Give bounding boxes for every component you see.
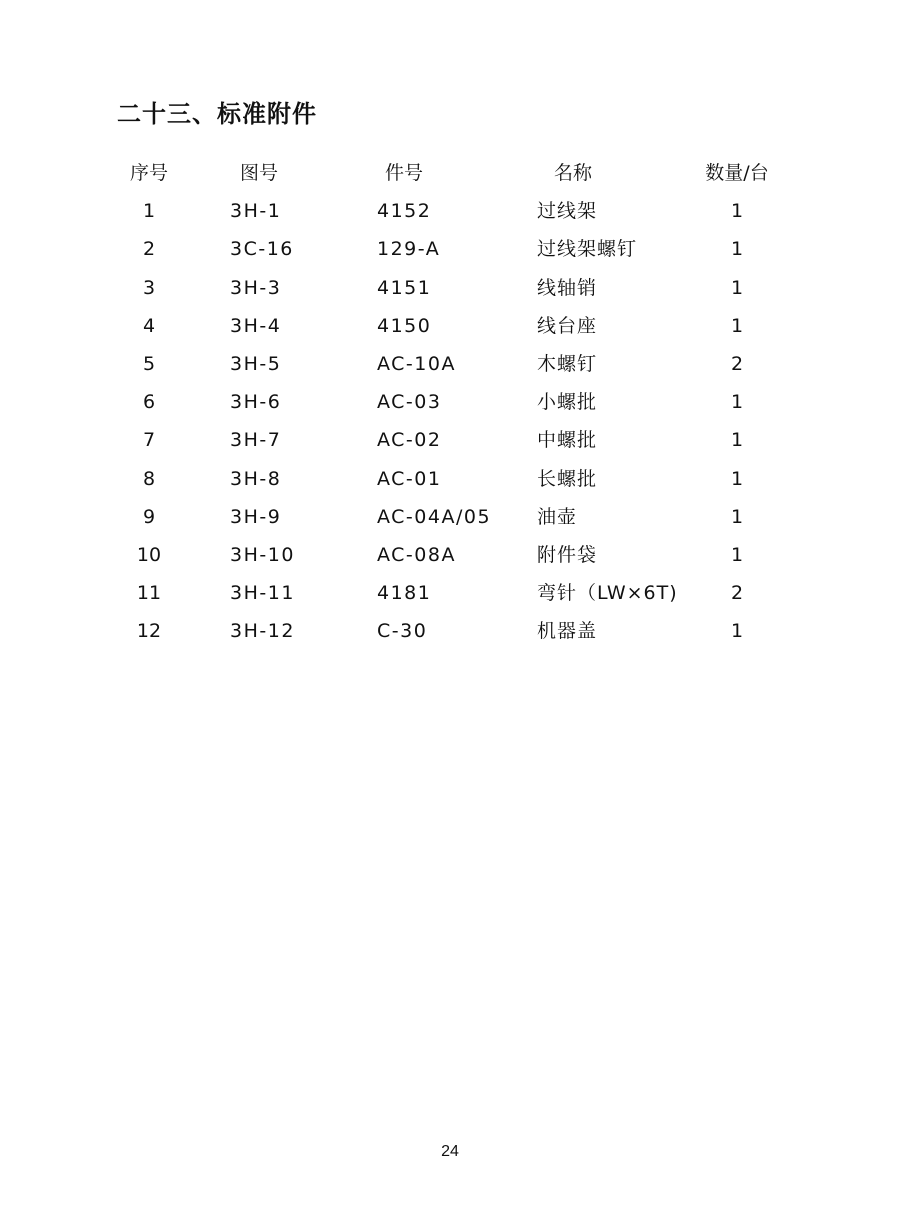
- page-number: 24: [441, 1143, 459, 1160]
- cell-name: 弯针（LW×6T): [537, 582, 678, 605]
- cell-part-no: 129-A: [377, 238, 441, 261]
- cell-part-no: C-30: [377, 620, 428, 643]
- cell-qty: 1: [730, 467, 744, 490]
- header-figure-no: 图号: [240, 162, 279, 184]
- table-row: [0, 460, 900, 498]
- cell-seq: 6: [142, 391, 156, 414]
- cell-part-no: 4152: [377, 200, 432, 223]
- cell-name: 油壶: [537, 505, 578, 528]
- cell-qty: 1: [730, 276, 744, 299]
- section-title: 二十三、标准附件: [117, 100, 317, 128]
- table-row: [0, 612, 900, 650]
- header-name: 名称: [554, 162, 593, 184]
- cell-name: 过线架螺钉: [537, 238, 638, 261]
- cell-figure-no: 3H-6: [230, 391, 282, 414]
- cell-figure-no: 3C-16: [230, 238, 294, 261]
- header-qty: 数量/台: [705, 162, 769, 184]
- cell-qty: 1: [730, 620, 744, 643]
- cell-qty: 1: [730, 543, 744, 566]
- cell-part-no: 4150: [377, 314, 432, 337]
- cell-seq: 7: [142, 429, 156, 452]
- cell-figure-no: 3H-4: [230, 314, 282, 337]
- cell-name: 机器盖: [537, 620, 598, 643]
- cell-qty: 1: [730, 391, 744, 414]
- cell-name: 长螺批: [537, 467, 598, 490]
- table-row: [0, 498, 900, 536]
- cell-name: 附件袋: [537, 543, 598, 566]
- cell-part-no: 4181: [377, 582, 432, 605]
- cell-qty: 2: [730, 582, 744, 605]
- cell-figure-no: 3H-11: [230, 582, 295, 605]
- cell-part-no: AC-02: [377, 429, 442, 452]
- cell-name: 线轴销: [537, 276, 598, 299]
- cell-seq: 5: [142, 352, 156, 375]
- cell-figure-no: 3H-7: [230, 429, 282, 452]
- cell-part-no: AC-03: [377, 391, 442, 414]
- table-row: [0, 345, 900, 383]
- cell-seq: 2: [142, 238, 156, 261]
- table-row: [0, 269, 900, 307]
- cell-name: 木螺钉: [537, 352, 598, 375]
- cell-figure-no: 3H-5: [230, 352, 282, 375]
- table-row: [0, 230, 900, 268]
- cell-name: 过线架: [537, 200, 598, 223]
- cell-part-no: AC-08A: [377, 543, 456, 566]
- cell-figure-no: 3H-8: [230, 467, 282, 490]
- cell-seq: 1: [142, 200, 156, 223]
- table-row: [0, 421, 900, 459]
- cell-qty: 1: [730, 505, 744, 528]
- cell-figure-no: 3H-10: [230, 543, 295, 566]
- table-header-row: [0, 154, 900, 192]
- cell-qty: 1: [730, 429, 744, 452]
- cell-part-no: 4151: [377, 276, 432, 299]
- cell-figure-no: 3H-3: [230, 276, 282, 299]
- cell-seq: 3: [142, 276, 156, 299]
- cell-name: 小螺批: [537, 391, 598, 414]
- cell-seq: 12: [136, 620, 162, 643]
- cell-seq: 11: [136, 582, 162, 605]
- cell-seq: 8: [142, 467, 156, 490]
- header-seq: 序号: [129, 162, 168, 184]
- cell-part-no: AC-10A: [377, 352, 456, 375]
- cell-name: 中螺批: [537, 429, 598, 452]
- table-row: [0, 536, 900, 574]
- table-row: [0, 383, 900, 421]
- cell-name: 线台座: [537, 314, 598, 337]
- cell-seq: 9: [142, 505, 156, 528]
- cell-figure-no: 3H-12: [230, 620, 295, 643]
- cell-qty: 1: [730, 238, 744, 261]
- header-part-no: 件号: [385, 162, 424, 184]
- cell-part-no: AC-04A/05: [377, 505, 492, 528]
- cell-qty: 2: [730, 352, 744, 375]
- accessories-table: [0, 154, 900, 650]
- cell-figure-no: 3H-1: [230, 200, 282, 223]
- cell-seq: 10: [136, 543, 162, 566]
- cell-qty: 1: [730, 314, 744, 337]
- cell-part-no: AC-01: [377, 467, 442, 490]
- cell-figure-no: 3H-9: [230, 505, 282, 528]
- table-row: [0, 307, 900, 345]
- table-row: [0, 192, 900, 230]
- cell-qty: 1: [730, 200, 744, 223]
- table-row: [0, 574, 900, 612]
- cell-seq: 4: [142, 314, 156, 337]
